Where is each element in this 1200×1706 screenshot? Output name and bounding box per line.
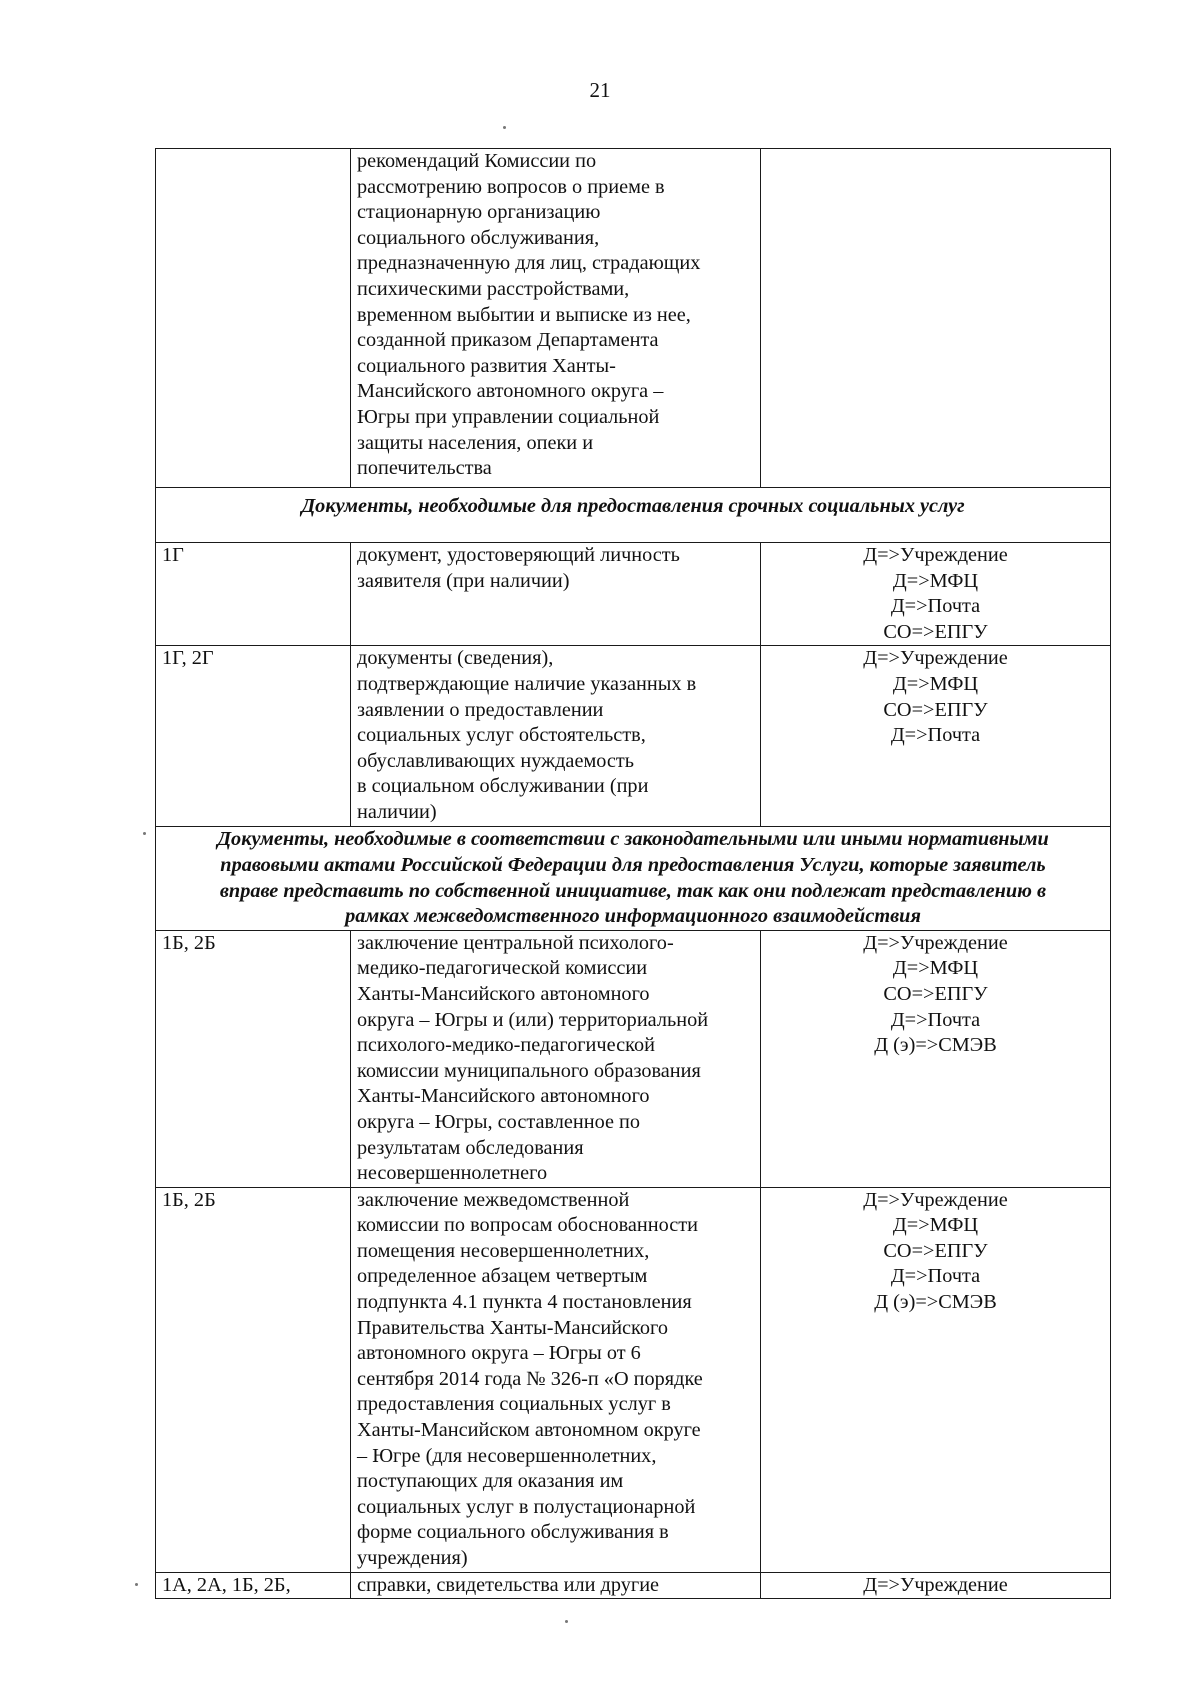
channel-item: Д (э)=>СМЭВ bbox=[874, 1034, 997, 1057]
text-line: рассмотрению вопросов о приеме в bbox=[357, 175, 665, 198]
page-number: 21 bbox=[589, 78, 611, 102]
text-line: заключение межведомственной bbox=[357, 1188, 630, 1211]
channel-item: Д=>Учреждение bbox=[863, 1573, 1008, 1596]
text-line: учреждения) bbox=[357, 1547, 468, 1569]
text-line: стационарную организацию bbox=[357, 201, 601, 224]
text-line: комиссии муниципального образования bbox=[357, 1059, 701, 1082]
text-line: заключение центральной психолого- bbox=[357, 931, 674, 954]
text-line: социальных услуг обстоятельств, bbox=[357, 724, 646, 747]
text-line: попечительства bbox=[357, 457, 492, 480]
scan-speck bbox=[135, 1583, 138, 1586]
channel-item: Д=>Почта bbox=[890, 1008, 981, 1031]
text-line: Мансийского автономного округа – bbox=[357, 380, 664, 403]
channel-item: Д=>Почта bbox=[890, 595, 981, 618]
text-line: защиты населения, опеки и bbox=[357, 431, 594, 454]
table-row bbox=[156, 646, 1111, 827]
text-line: социального обслуживания, bbox=[357, 226, 600, 249]
text-line: созданной приказом Департамента bbox=[357, 329, 659, 352]
text-line: рекомендаций Комиссии по bbox=[357, 150, 597, 172]
text-line: обуславливающих нуждаемость bbox=[357, 749, 635, 772]
text-line: результатам обследования bbox=[357, 1136, 584, 1159]
text-line: помещения несовершеннолетних, bbox=[357, 1239, 650, 1262]
table-row bbox=[156, 543, 1111, 646]
text-line: несовершеннолетнего bbox=[357, 1162, 548, 1185]
text-line: Ханты-Мансийском автономном округе bbox=[357, 1419, 701, 1442]
scan-speck bbox=[503, 126, 506, 129]
channels-cell bbox=[761, 646, 1111, 827]
text-line: справки, свидетельства или другие bbox=[357, 1573, 660, 1596]
section-title: Документы, необходимые для предоставления срочных социальных услуг bbox=[156, 488, 1111, 543]
text-line: поступающих для оказания им bbox=[357, 1470, 624, 1493]
scan-speck bbox=[143, 832, 146, 835]
channel-item: Д (э)=>СМЭВ bbox=[874, 1291, 997, 1314]
text-line: предоставления социальных услуг в bbox=[357, 1393, 671, 1416]
text-line: психолого-медико-педагогической bbox=[357, 1034, 655, 1057]
channel-item: Д=>Учреждение bbox=[863, 544, 1008, 566]
channel-item: Д=>МФЦ bbox=[892, 569, 979, 592]
text-line: медико-педагогической комиссии bbox=[357, 957, 648, 980]
channels-cell bbox=[761, 1187, 1111, 1572]
description-cell bbox=[351, 930, 761, 1187]
table-row bbox=[156, 930, 1111, 1187]
text-line: документы (сведения), bbox=[357, 647, 554, 670]
table-row bbox=[156, 1572, 1111, 1599]
description-cell bbox=[351, 646, 761, 827]
text-line: в социальном обслуживании (при bbox=[357, 775, 649, 798]
channels-cell bbox=[761, 149, 1111, 488]
codes-cell: 1Б, 2Б bbox=[156, 930, 351, 1187]
channel-item: Д=>МФЦ bbox=[892, 1214, 979, 1237]
description-cell bbox=[351, 1187, 761, 1572]
channel-item: Д=>Учреждение bbox=[863, 931, 1008, 954]
codes-cell: 1Г, 2Г bbox=[156, 646, 351, 827]
text-line: форме социального обслуживания в bbox=[357, 1521, 669, 1544]
section-title-line: вправе представить по собственной инициативе, так как они подлежат представлению в bbox=[219, 879, 1047, 902]
section-title-line: рамках межведомственного информационного взаимодействия bbox=[345, 905, 921, 928]
channels-cell bbox=[761, 543, 1111, 646]
text-line: наличии) bbox=[357, 800, 437, 823]
channel-item: Д=>Учреждение bbox=[863, 647, 1008, 670]
text-line: Правительства Ханты-Мансийского bbox=[357, 1316, 668, 1339]
documents-table bbox=[155, 148, 1111, 1599]
section-title-line: правовыми актами Российской Федерации для предоставления Услуги, которые заявитель bbox=[220, 853, 1046, 876]
text-line: подпункта 4.1 пункта 4 постановления bbox=[357, 1291, 692, 1314]
channels-cell bbox=[761, 1572, 1111, 1599]
text-line: временном выбытии и выписке из нее, bbox=[357, 303, 691, 326]
text-line: заявителя (при наличии) bbox=[357, 569, 570, 592]
section-header-row bbox=[156, 488, 1111, 543]
text-line: автономного округа – Югры от 6 bbox=[357, 1342, 641, 1365]
text-line: предназначенную для лиц, страдающих bbox=[357, 252, 701, 275]
description-cell bbox=[351, 149, 761, 488]
text-line: социальных услуг в полустационарной bbox=[357, 1495, 696, 1518]
channel-item: Д=>МФЦ bbox=[892, 672, 979, 695]
channel-item: СО=>ЕПГУ bbox=[883, 698, 988, 721]
text-line: округа – Югры и (или) территориальной bbox=[357, 1008, 709, 1031]
channel-item: СО=>ЕПГУ bbox=[883, 1239, 988, 1262]
text-line: – Югре (для несовершеннолетних, bbox=[357, 1444, 657, 1467]
codes-cell: 1Б, 2Б bbox=[156, 1187, 351, 1572]
text-line: социального развития Ханты- bbox=[357, 354, 616, 377]
text-line: документ, удостоверяющий личность bbox=[357, 544, 680, 566]
description-cell bbox=[351, 543, 761, 646]
codes-cell: 1Г bbox=[156, 543, 351, 646]
codes-cell: 1А, 2А, 1Б, 2Б, bbox=[156, 1572, 351, 1599]
section-header-row bbox=[156, 827, 1111, 930]
section-title-line: Документы, необходимые в соответствии с законодательными или иными нормативными bbox=[217, 828, 1049, 851]
text-line: заявлении о предоставлении bbox=[357, 698, 604, 721]
channel-item: СО=>ЕПГУ bbox=[883, 982, 988, 1005]
text-line: округа – Югры, составленное по bbox=[357, 1110, 641, 1133]
channel-item: СО=>ЕПГУ bbox=[883, 620, 988, 643]
table-row bbox=[156, 1187, 1111, 1572]
table-row bbox=[156, 149, 1111, 488]
channel-item: Д=>Почта bbox=[890, 1265, 981, 1288]
description-cell bbox=[351, 1572, 761, 1599]
text-line: Ханты-Мансийского автономного bbox=[357, 982, 650, 1005]
channel-item: Д=>Учреждение bbox=[863, 1188, 1008, 1211]
text-line: Югры при управлении социальной bbox=[357, 405, 660, 428]
channels-cell bbox=[761, 930, 1111, 1187]
codes-cell bbox=[156, 149, 351, 488]
text-line: подтверждающие наличие указанных в bbox=[357, 672, 697, 695]
section-title bbox=[156, 827, 1111, 930]
text-line: комиссии по вопросам обоснованности bbox=[357, 1214, 698, 1237]
text-line: психическими расстройствами, bbox=[357, 277, 630, 300]
channel-item: Д=>МФЦ bbox=[892, 957, 979, 980]
text-line: сентября 2014 года № 326-п «О порядке bbox=[357, 1367, 703, 1390]
scan-speck bbox=[565, 1620, 568, 1623]
text-line: Ханты-Мансийского автономного bbox=[357, 1085, 650, 1108]
channel-item: Д=>Почта bbox=[890, 724, 981, 747]
text-line: определенное абзацем четвертым bbox=[357, 1265, 648, 1288]
